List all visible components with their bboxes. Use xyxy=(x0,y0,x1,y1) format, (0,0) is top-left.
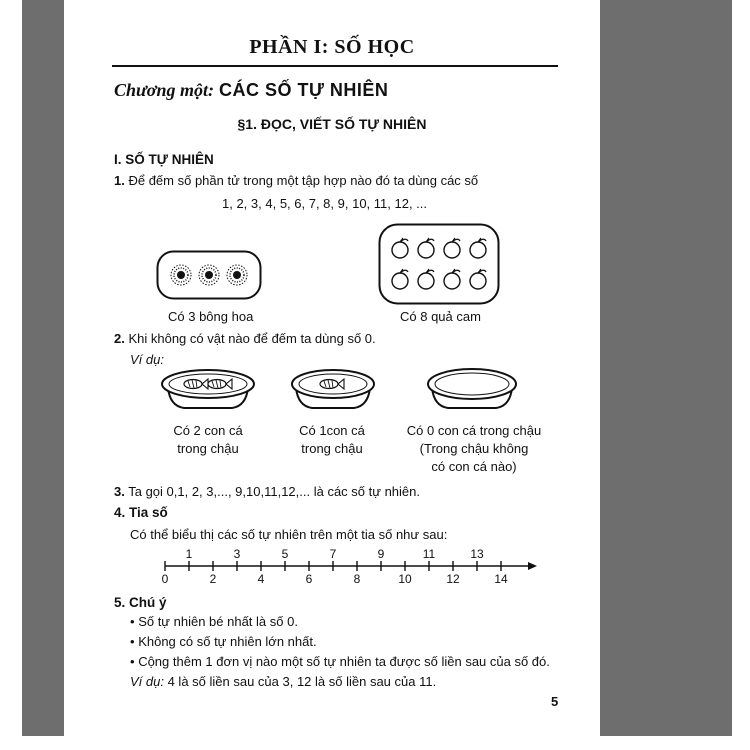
bowl-2-caption xyxy=(280,422,384,458)
page-number: 5 xyxy=(551,694,559,709)
flower-box-illustration xyxy=(156,250,262,300)
bowl-two-fish xyxy=(160,366,256,416)
bowl-3-caption-line-3: có con cá nào) xyxy=(431,459,517,474)
subsection-heading: I. SỐ TỰ NHIÊN xyxy=(114,152,214,167)
bowl-one-fish xyxy=(290,366,376,416)
item-2 xyxy=(114,331,376,346)
number-line-label-above: 5 xyxy=(281,547,289,561)
item-5-number: 5. xyxy=(114,595,126,610)
number-line-label-below: 12 xyxy=(446,572,460,586)
left-margin-bar xyxy=(22,0,64,736)
number-line xyxy=(150,544,540,586)
number-line-label-above: 1 xyxy=(185,547,193,561)
number-line-label-above: 3 xyxy=(233,547,241,561)
note-bullet xyxy=(130,654,550,669)
bowl-1-caption-line-1: Có 2 con cá xyxy=(173,423,243,438)
bowl-empty xyxy=(426,366,518,416)
number-line-label-below: 8 xyxy=(353,572,361,586)
bowl-1-caption xyxy=(156,422,260,458)
number-line-label-below: 6 xyxy=(305,572,313,586)
number-line-label-below: 2 xyxy=(209,572,217,586)
orange-box-illustration xyxy=(378,223,500,305)
bowl-2-caption-line-2: trong chậu xyxy=(301,441,363,456)
note-bullet-text: Cộng thêm 1 đơn vị nào một số tự nhiên ta được số liền sau của số đó. xyxy=(138,654,550,669)
chapter-name: CÁC SỐ TỰ NHIÊN xyxy=(218,80,389,100)
item-3 xyxy=(114,484,420,499)
item-2-number: 2. xyxy=(114,331,125,346)
chapter-heading xyxy=(114,80,388,101)
note-bullet xyxy=(130,614,298,629)
number-line-label-above: 9 xyxy=(377,547,385,561)
bullet-icon: • xyxy=(130,654,135,669)
bullet-icon: • xyxy=(130,614,135,629)
number-line-label-below: 10 xyxy=(398,572,412,586)
number-line-label-below: 14 xyxy=(494,572,508,586)
bowl-1-caption-line-2: trong chậu xyxy=(177,441,239,456)
bullet-icon: • xyxy=(130,634,135,649)
number-line-label-above: 7 xyxy=(329,547,337,561)
chapter-label: Chương một: xyxy=(114,80,214,100)
section-title: §1. ĐỌC, VIẾT SỐ TỰ NHIÊN xyxy=(237,116,427,132)
number-line-label-below: 0 xyxy=(161,572,169,586)
item-1-text: Để đếm số phần tử trong một tập hợp nào đó ta dùng các số xyxy=(128,173,479,188)
note-example xyxy=(130,674,436,689)
item-5-heading xyxy=(114,595,167,610)
item-4-heading xyxy=(114,505,168,520)
item-1 xyxy=(114,173,478,188)
item-4-number: 4. xyxy=(114,505,126,520)
item-3-text: Ta gọi 0,1, 2, 3,..., 9,10,11,12,... là các số tự nhiên. xyxy=(128,484,420,499)
note-example-label: Ví dụ: xyxy=(130,674,164,689)
bowl-2-caption-line-1: Có 1con cá xyxy=(299,423,365,438)
orange-box-frame xyxy=(380,225,499,304)
bowl-3-caption-line-2: (Trong chậu không xyxy=(419,441,529,456)
number-line-arrow-icon xyxy=(528,562,537,570)
part-title: PHẦN I: SỐ HỌC xyxy=(249,36,415,58)
bowl-3-caption xyxy=(400,422,548,476)
item-1-number: 1. xyxy=(114,173,125,188)
number-line-label-above: 11 xyxy=(422,547,436,561)
item-2-text: Khi không có vật nào để đếm ta dùng số 0. xyxy=(128,331,376,346)
bowl-3-caption-line-1: Có 0 con cá trong chậu xyxy=(406,423,542,438)
right-margin-bar xyxy=(600,0,732,736)
number-line-label-above: 13 xyxy=(470,547,484,561)
item-4-text: Có thể biểu thị các số tự nhiên trên một tia số như sau: xyxy=(130,527,448,542)
note-example-text: 4 là số liền sau của 3, 12 là số liền sau của 11. xyxy=(167,674,437,689)
note-bullet-text: Không có số tự nhiên lớn nhất. xyxy=(138,634,317,649)
number-line-label-below: 4 xyxy=(257,572,265,586)
example-label: Ví dụ: xyxy=(130,352,164,367)
oranges-caption: Có 8 quả cam xyxy=(400,309,481,324)
item-5-title: Chú ý xyxy=(129,595,167,610)
book-page xyxy=(64,0,600,736)
number-sequence: 1, 2, 3, 4, 5, 6, 7, 8, 9, 10, 11, 12, ... xyxy=(222,196,428,211)
note-bullet-text: Số tự nhiên bé nhất là số 0. xyxy=(138,614,298,629)
note-bullet xyxy=(130,634,317,649)
item-3-number: 3. xyxy=(114,484,125,499)
item-4-title: Tia số xyxy=(129,505,168,520)
flowers-caption: Có 3 bông hoa xyxy=(168,309,254,324)
title-underline xyxy=(112,65,558,67)
